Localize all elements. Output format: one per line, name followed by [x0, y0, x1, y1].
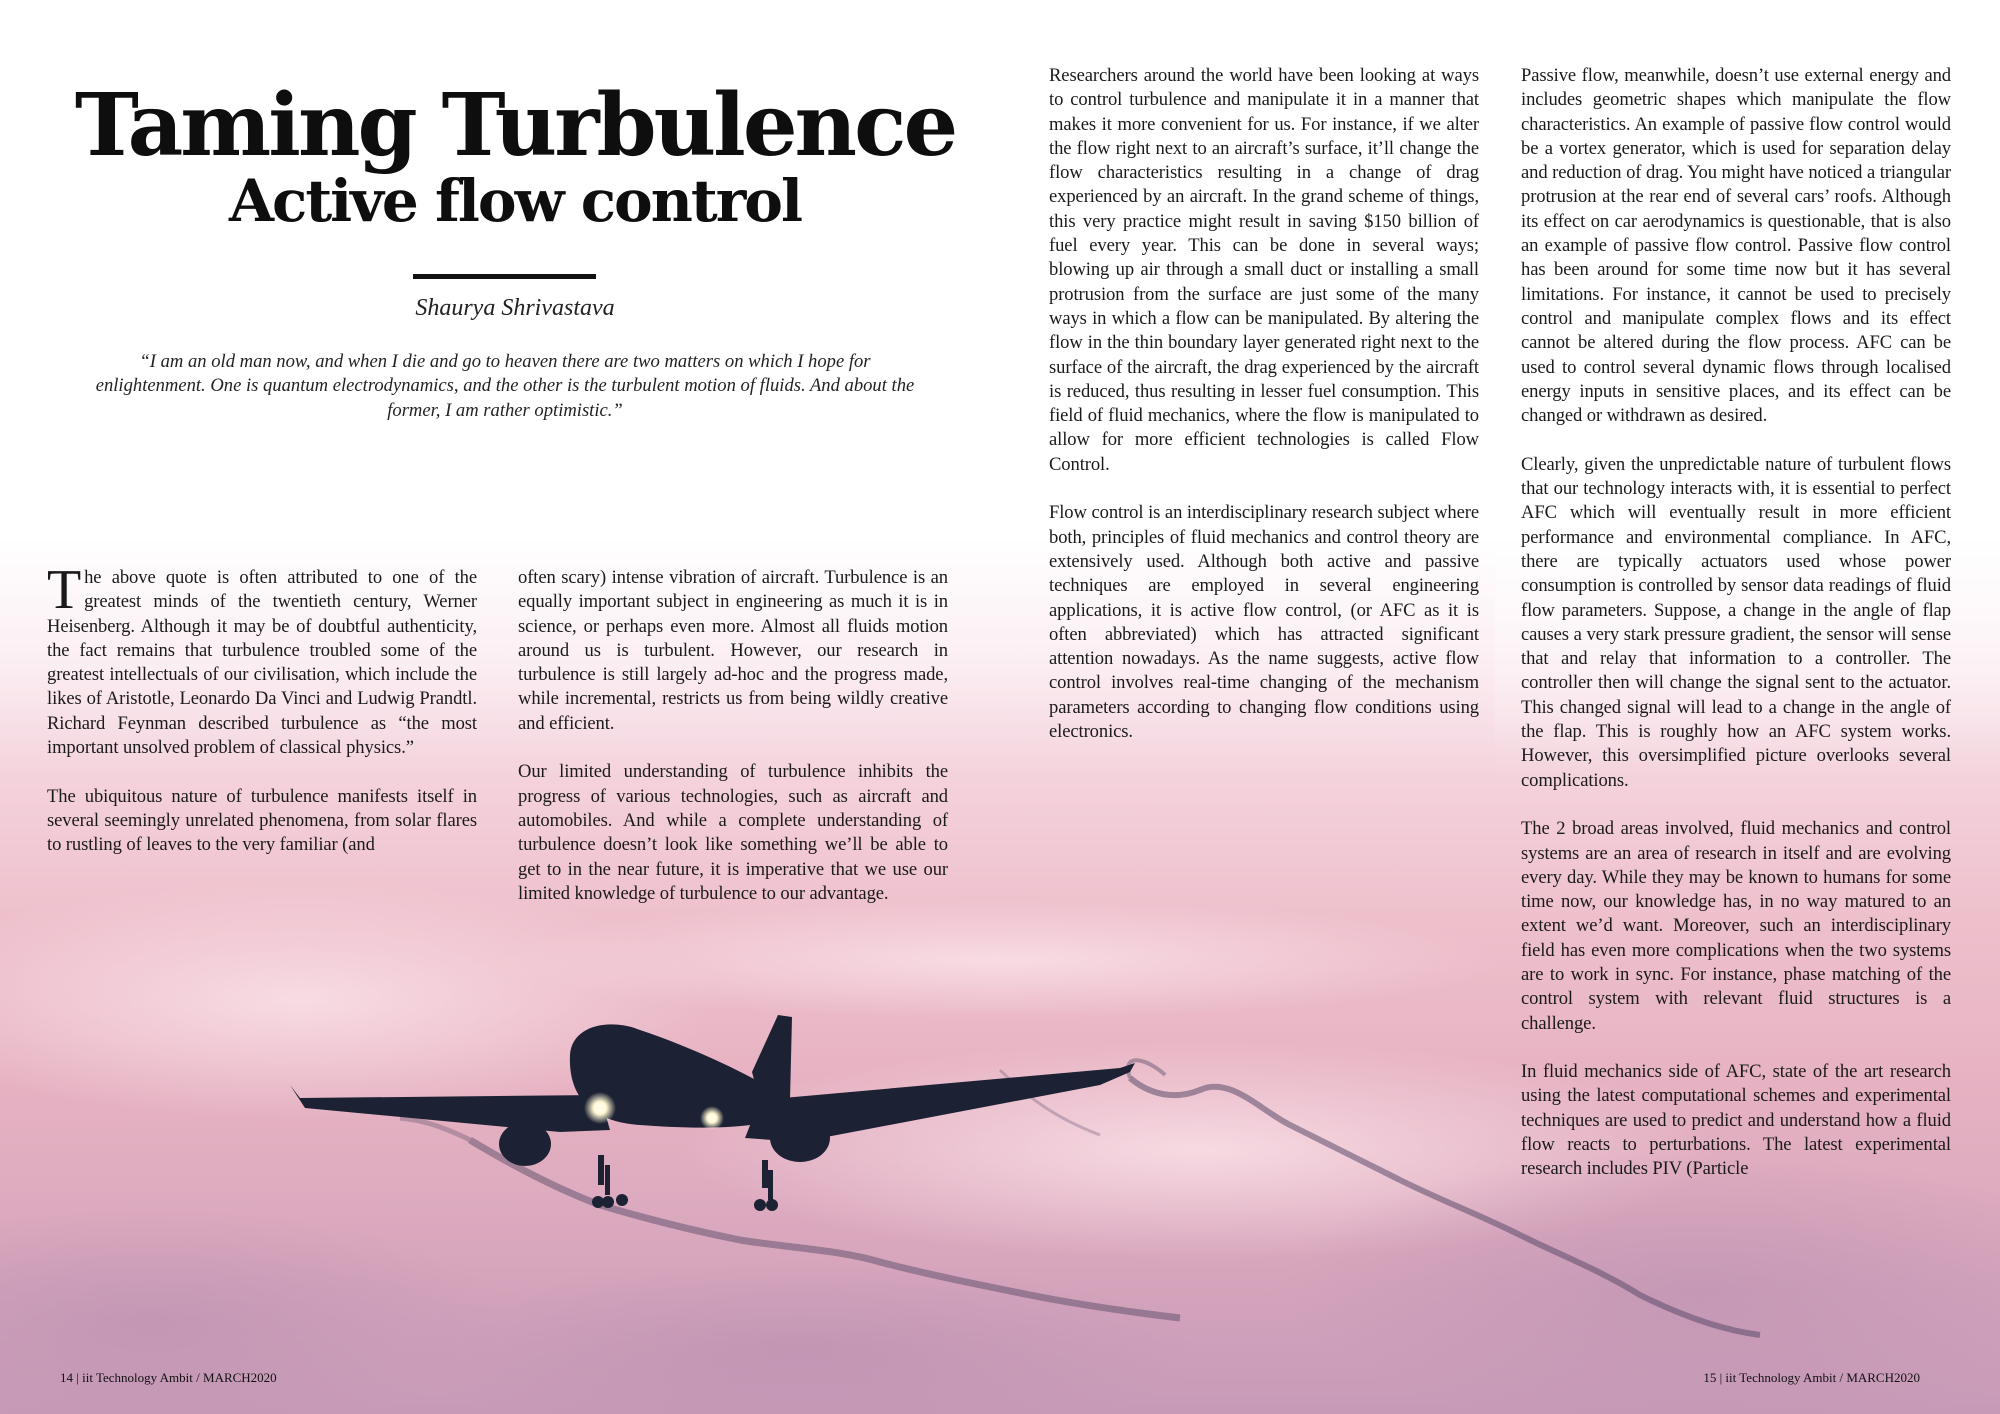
title-divider	[413, 274, 596, 279]
text-column-2	[518, 566, 948, 906]
drop-cap: T	[47, 559, 82, 621]
article-title: Taming Turbulence	[74, 75, 956, 176]
paragraph: The 2 broad areas involved, fluid mechanics and control systems are an area of research in itself and are evolving every day. While they may be known to humans for some time now, our knowledge has, in no way matured to an extent we’d want. Moreover, such an interdisciplinary field has even more complications when the two systems are to work in sync. For instance, phase matching of the control system with relevant fluid structures is a challenge.	[1521, 818, 1951, 1034]
paragraph: Our limited understanding of turbulence inhibits the progress of various technologies, such as aircraft and automobiles. And while a complete understanding of turbulence doesn’t look like something we’ll be able to get to in the near future, it is imperative that we use our limited knowledge of turbulence to our advantage.	[518, 761, 948, 904]
paragraph: Passive flow, meanwhile, doesn’t use external energy and includes geometric shapes which manipulate the flow characteristics. An example of passive flow control would be a vortex generator, which is used for separation delay and reduction of drag. You might have noticed a triangular protrusion at the rear end of several cars’ roofs. Although its effect on car aerodynamics is questionable, that is also an example of passive flow control. Passive flow control has been around for some time now but it has several limitations. For instance, it cannot be used to precisely control and manipulate complex flows and its effect cannot be altered during the flow process. AFC can be used to control several dynamic flows through localised energy inputs in sensitive places, and its effect can be changed or withdrawn as desired.	[1521, 65, 1951, 427]
paragraph: often scary) intense vibration of aircraft. Turbulence is an equally important subject in engineering as much it is in science, or perhaps even more. Almost all fluids motion around us is turbulent. However, our research in turbulence is still largely ad-hoc and the progress made, while incremental, restricts us from being wildly creative and efficient.	[518, 567, 948, 734]
text-column-1	[47, 559, 477, 858]
text-column-3	[1049, 64, 1479, 744]
paragraph-text: he above quote is often attributed to one of the greatest minds of the twentieth century, Werner Heisenberg. Although it may be of doubtful authenticity, the fact remains that turbulence troubled some of the greatest intellectuals of our civilisation, which include the likes of Aristotle, Leonardo Da Vinci and Ludwig Prandtl. Richard Feynman described turbulence as “the most important unsolved problem of classical physics.”	[47, 567, 477, 759]
paragraph: Researchers around the world have been looking at ways to control turbulence and manipulate it in a manner that makes it more convenient for us. For instance, if we alter the flow right next to an aircraft’s surface, it’ll change the flow characteristics resulting in a change of drag experienced by an aircraft. In the grand scheme of things, this very practice might result in saving $150 billion of fuel every year. This can be done in several ways; blowing up air through a small duct or installing a small protrusion from the surface are just some of the many ways in which a flow can be manipulated. By altering the flow in the thin boundary layer generated right next to the surface of the aircraft, the drag experienced by the aircraft is reduced, thus resulting in lesser fuel consumption. This field of fluid mechanics, where the flow is manipulated to allow for more efficient technologies is called Flow Control.	[1049, 65, 1479, 475]
epigraph-quote: “I am an old man now, and when I die and go to heaven there are two matters on which I hope for enlightenment. One is quantum electrodynamics, and the other is the turbulent motion of fluids. And about the former, I am rather optimistic.”	[95, 351, 915, 421]
text-column-4	[1521, 64, 1951, 1182]
paragraph: Flow control is an interdisciplinary research subject where both, principles of fluid mechanics and control theory are extensively used. Although both active and passive techniques are employed in several engineering applications, it is active flow control, (or AFC as it is often abbreviated) which has attracted significant attention nowadays. As the name suggests, active flow control involves real-time changing of the mechanism parameters according to changing flow conditions using electronics.	[1049, 502, 1479, 743]
paragraph: In fluid mechanics side of AFC, state of the art research using the latest computational schemes and experimental techniques are used to predict and understand how a fluid flow reacts to perturbations. The latest experimental research includes PIV (Particle	[1521, 1061, 1951, 1180]
author-byline: Shaurya Shrivastava	[415, 295, 615, 321]
paragraph: The ubiquitous nature of turbulence manifests itself in several seemingly unrelated phenomena, from solar flares to rustling of leaves to the very familiar (and	[47, 785, 477, 856]
page-footer-left: 14 | iit Technology Ambit / MARCH2020	[60, 1370, 277, 1385]
article-subtitle: Active flow control	[229, 167, 801, 235]
page-footer-right: 15 | iit Technology Ambit / MARCH2020	[1703, 1370, 1920, 1385]
paragraph: Clearly, given the unpredictable nature of turbulent flows that our technology interacts with, it is essential to perfect AFC which will eventually result in more efficient performance and environmental compliance. In AFC, there are typically actuators used whose power consumption is controlled by sensor data readings of fluid flow parameters. Suppose, a change in the angle of flap causes a very stark pressure gradient, the sensor will sense that and relay that information to a controller. The controller then will change the signal sent to the actuator. This changed signal will lead to a change in the angle of the flap. This is roughly how an AFC system works. However, this oversimplified picture overlooks several complications.	[1521, 453, 1951, 791]
paragraph	[47, 559, 477, 760]
